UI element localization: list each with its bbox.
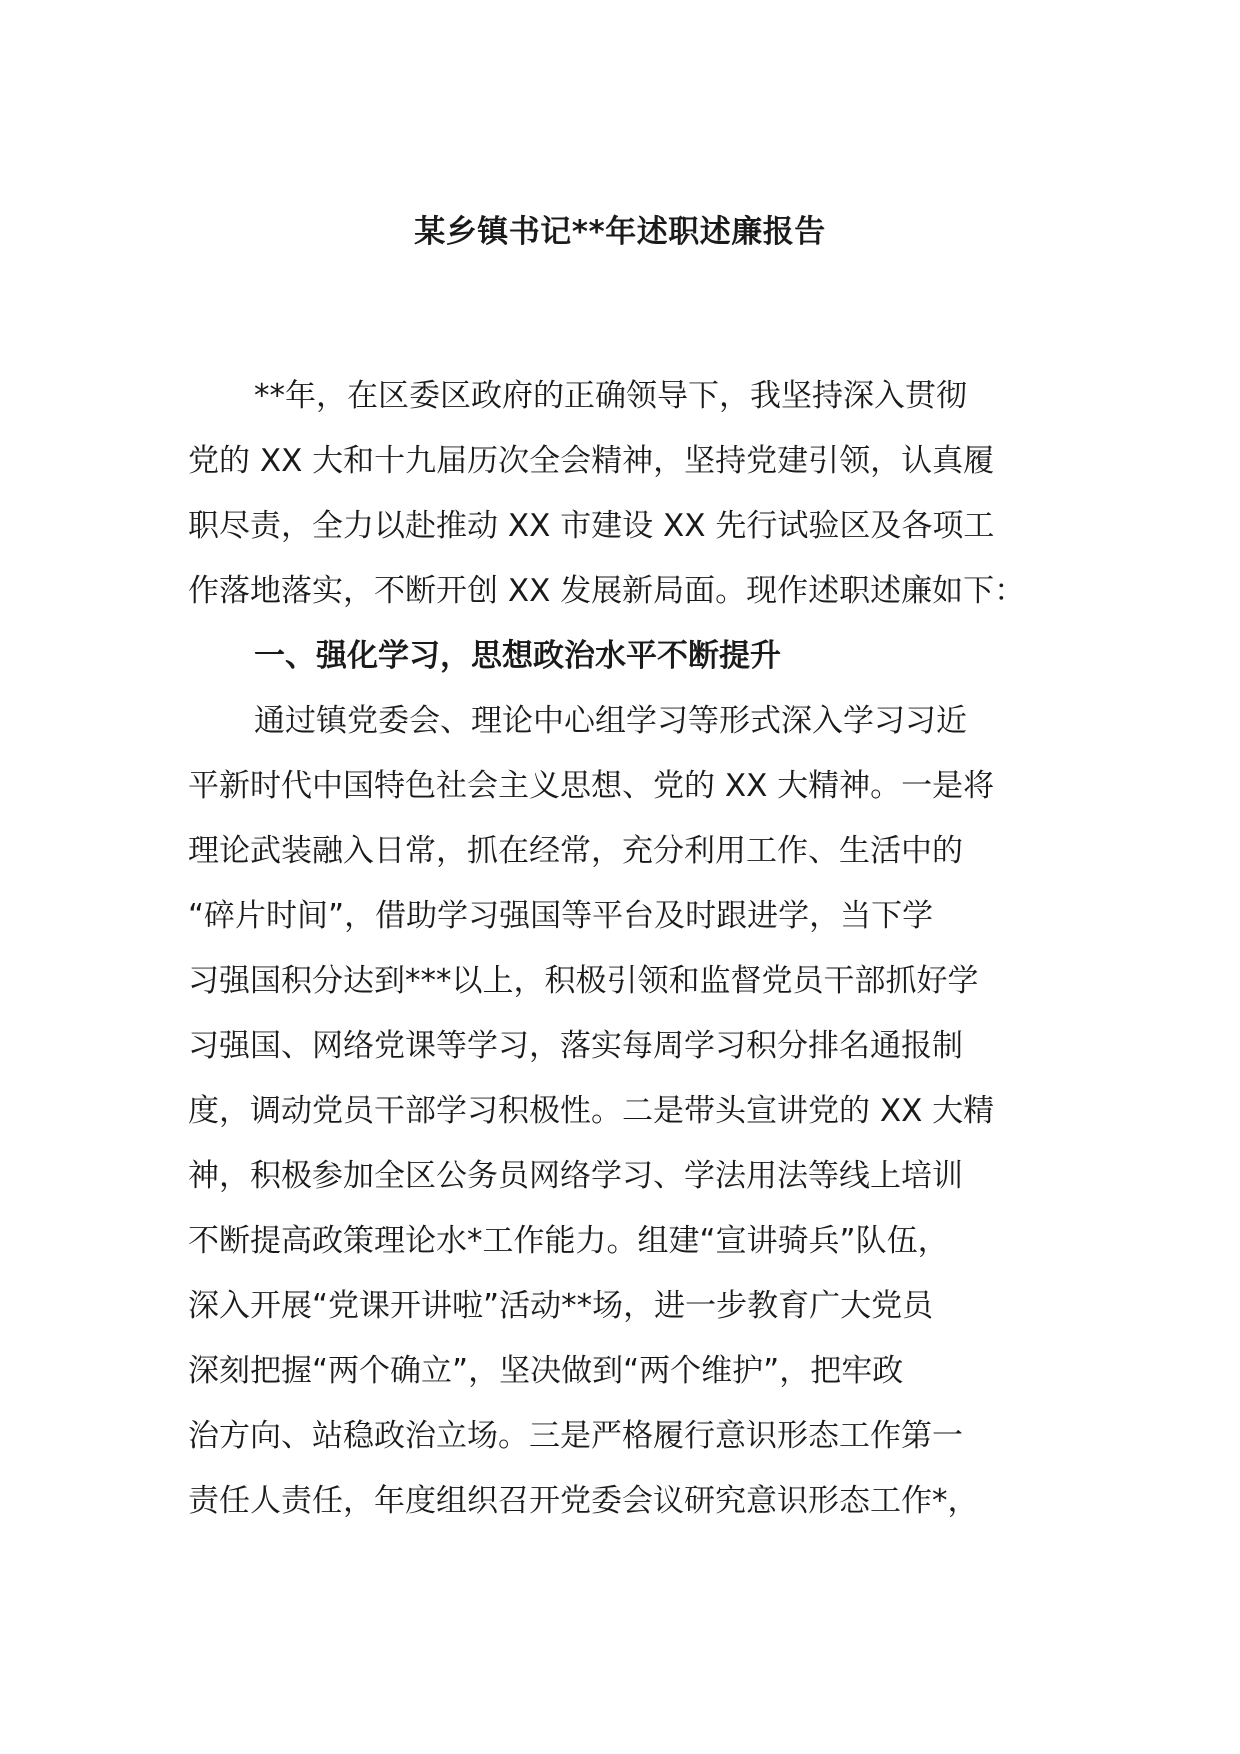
text-line: 治方向、站稳政治立场。三是严格履行意识形态工作第一 xyxy=(188,1418,963,1454)
text-line: 平新时代中国特色社会主义思想、党的 XX 大精神。一是将 xyxy=(188,768,995,804)
text-line: 深入开展“党课开讲啦”活动**场，进一步教育广大党员 xyxy=(188,1288,934,1324)
text-line: 习强国积分达到***以上，积极引领和监督党员干部抓好学 xyxy=(188,963,979,999)
text-line: 神，积极参加全区公务员网络学习、学法用法等线上培训 xyxy=(188,1158,963,1194)
text-line: “碎片时间”，借助学习强国等平台及时跟进学，当下学 xyxy=(188,898,934,934)
text-line: 度，调动党员干部学习积极性。二是带头宣讲党的 XX 大精 xyxy=(188,1093,995,1129)
text-line: 党的 XX 大和十九届历次全会精神，坚持党建引领，认真履 xyxy=(188,443,995,479)
document-body xyxy=(188,364,1068,1534)
text-line: 作落地落实，不断开创 XX 发展新局面。现作述职述廉如下： xyxy=(188,573,1026,609)
text-line: 理论武装融入日常，抓在经常，充分利用工作、生活中的 xyxy=(188,833,963,869)
text-line: 深刻把握“两个确立”，坚决做到“两个维护”，把牢政 xyxy=(188,1353,904,1389)
text-line: 通过镇党委会、理论中心组学习等形式深入学习习近 xyxy=(254,703,967,739)
text-line: 责任人责任，年度组织召开党委会议研究意识形态工作*， xyxy=(188,1483,979,1519)
text-line: 习强国、网络党课等学习，落实每周学习积分排名通报制 xyxy=(188,1028,963,1064)
section-heading: 一、强化学习，思想政治水平不断提升 xyxy=(254,638,781,674)
text-line: 不断提高政策理论水*工作能力。组建“宣讲骑兵”队伍， xyxy=(188,1223,949,1259)
text-line: 职尽责，全力以赴推动 XX 市建设 XX 先行试验区及各项工 xyxy=(188,508,995,544)
document-title: 某乡镇书记**年述职述廉报告 xyxy=(414,214,826,250)
text-line: **年，在区委区政府的正确领导下，我坚持深入贯彻 xyxy=(254,378,967,414)
